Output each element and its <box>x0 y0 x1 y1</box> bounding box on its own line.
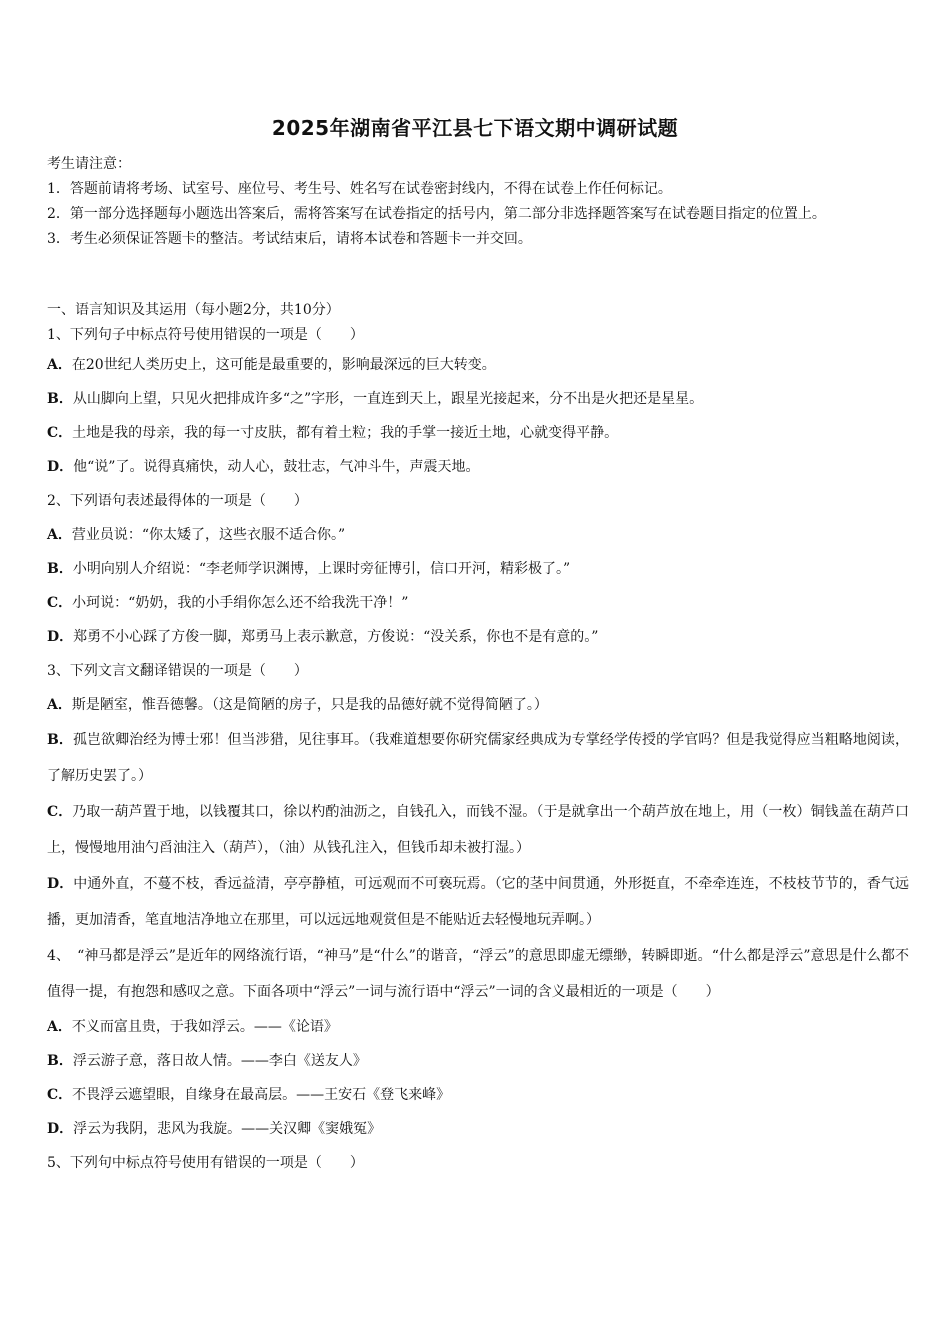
exam-content <box>47 298 909 1180</box>
option-item <box>47 1044 909 1078</box>
question-stem: 1、下列句子中标点符号使用错误的一项是（ ） <box>47 327 364 343</box>
question-stem: 5、下列句中标点符号使用有错误的一项是（ ） <box>47 1155 364 1171</box>
question-stem: 3、下列文言文翻译错误的一项是（ ） <box>47 663 308 679</box>
page-title: 2025年湖南省平江县七下语文期中调研试题 <box>271 116 679 140</box>
notice-item: 1．答题前请将考场、试室号、座位号、考生号、姓名写在试卷密封线内，不得在试卷上作任何标记。 <box>47 181 672 197</box>
option-label: A． <box>47 527 72 543</box>
option-text: 在20世纪人类历史上，这可能是最重要的，影响最深远的巨大转变。 <box>71 357 496 373</box>
option-label: A． <box>47 357 72 373</box>
option-text: 斯是陋室，惟吾德馨。（这是简陋的房子，只是我的品德好就不觉得简陋了。） <box>71 697 548 713</box>
question-stem: 4、 “神马都是浮云”是近年的网络流行语，“神马”是“什么”的谐音，“浮云”的意思即虚无缥缈，转瞬即逝。“什么都是浮云”意思是什么都不值得一提，有抱怨和感叹之意。下面各项中“浮云”一词与流行语中“浮云”一词的含义最相近的一项是（ ） <box>47 948 909 1000</box>
notice-block <box>47 152 907 252</box>
option-text: 浮云游子意，落日故人情。——李白《送友人》 <box>72 1053 367 1069</box>
option-label: D． <box>47 1121 74 1137</box>
option-text: 不义而富且贵，于我如浮云。——《论语》 <box>71 1019 338 1035</box>
option-label: C． <box>47 804 73 820</box>
option-item <box>47 552 909 586</box>
option-text: 乃取一葫芦置于地，以钱覆其口，徐以杓酌油沥之，自钱孔入，而钱不湿。（于是就拿出一个葫芦放在地上，用（一枚）铜钱盖在葫芦口上，慢慢地用油勺舀油注入（葫芦），（油）从钱孔注入，但钱币却未被打湿。） <box>47 804 909 856</box>
section-heading: 一、语言知识及其运用（每小题2分，共10分） <box>47 302 340 318</box>
option-text: 中通外直，不蔓不枝，香远益清，亭亭静植，可远观而不可亵玩焉。（它的茎中间贯通，外形挺直，不牵牵连连，不枝枝节节的，香气远播，更加清香，笔直地洁净地立在那里，可以远远地观赏但是不能贴近去轻慢地玩弄啊。） <box>47 876 909 928</box>
option-text: 不畏浮云遮望眼，自缘身在最高层。——王安石《登飞来峰》 <box>72 1087 451 1103</box>
option-label: B． <box>47 1053 73 1069</box>
option-label: B． <box>47 732 73 748</box>
option-item <box>47 1078 909 1112</box>
option-text: 土地是我的母亲，我的每一寸皮肤，都有着土粒；我的手掌一接近土地，心就变得平静。 <box>72 425 619 441</box>
option-label: C． <box>47 595 73 611</box>
option-text: 孤岂欲卿治经为博士邪！但当涉猎，见往事耳。（我难道想要你研究儒家经典成为专掌经学传授的学官吗？但是我觉得应当粗略地阅读，了解历史罢了。） <box>47 732 909 784</box>
option-label: A． <box>47 697 72 713</box>
question-stem: 2、下列语句表述最得体的一项是（ ） <box>47 493 308 509</box>
option-text: 小明向别人介绍说：“李老师学识渊博，上课时旁征博引，信口开河，精彩极了。” <box>72 561 571 577</box>
notice-item: 3．考生必须保证答题卡的整洁。考试结束后，请将本试卷和答题卡一并交回。 <box>47 231 532 247</box>
option-label: D． <box>47 459 74 475</box>
option-item <box>47 794 909 866</box>
option-item <box>47 620 909 654</box>
option-text: 浮云为我阴，悲风为我旋。——关汉卿《窦娥冤》 <box>73 1121 382 1137</box>
option-text: 小珂说：“奶奶，我的小手绢你怎么还不给我洗干净！” <box>72 595 409 611</box>
option-text: 从山脚向上望，只见火把排成许多“之”字形，一直连到天上，跟星光接起来，分不出是火把还是星星。 <box>72 391 704 407</box>
option-text: 他“说”了。说得真痛快，动人心，鼓壮志，气冲斗牛，声震天地。 <box>73 459 480 475</box>
option-item <box>47 1010 909 1044</box>
notice-heading: 考生请注意： <box>47 156 131 172</box>
notice-item: 2．第一部分选择题每小题选出答案后，需将答案写在试卷指定的括号内，第二部分非选择题答案写在试卷题目指定的位置上。 <box>47 206 826 222</box>
option-item <box>47 382 909 416</box>
option-label: B． <box>47 391 73 407</box>
option-label: C． <box>47 1087 73 1103</box>
option-text: 郑勇不小心踩了方俊一脚，郑勇马上表示歉意，方俊说：“没关系，你也不是有意的。” <box>73 629 599 645</box>
option-item <box>47 518 909 552</box>
option-label: A． <box>47 1019 72 1035</box>
option-item <box>47 450 909 484</box>
option-label: C． <box>47 425 73 441</box>
option-label: D． <box>47 876 74 892</box>
option-item <box>47 722 909 794</box>
option-label: B． <box>47 561 73 577</box>
option-item <box>47 866 909 938</box>
option-item <box>47 416 909 450</box>
option-item <box>47 688 909 722</box>
option-item <box>47 348 909 382</box>
option-item <box>47 1112 909 1146</box>
option-label: D． <box>47 629 74 645</box>
option-text: 营业员说：“你太矮了，这些衣服不适合你。” <box>71 527 346 543</box>
option-item <box>47 586 909 620</box>
